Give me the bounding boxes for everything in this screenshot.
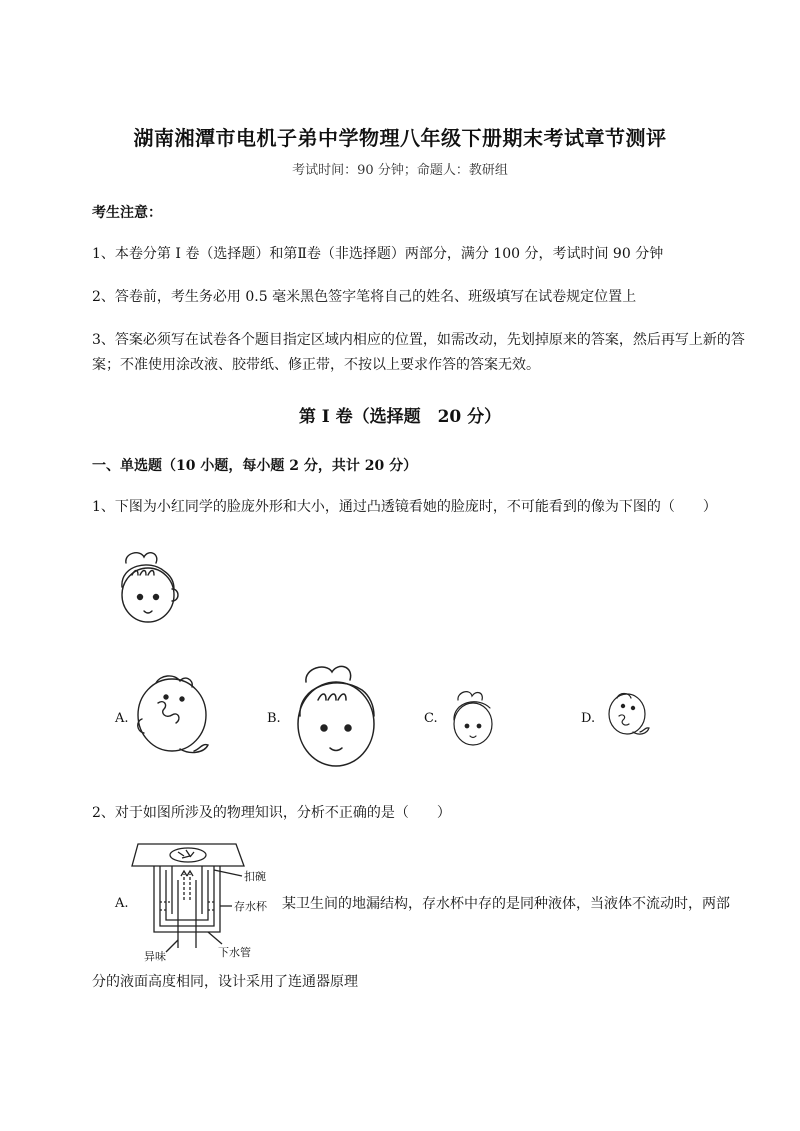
notice-item-3: 3、答案必须写在试卷各个题目指定区域内相应的位置，如需改动，先划掉原来的答案，然后再写上新的答案；不准使用涂改液、胶带纸、修正带，不按以上要求作答的答案无效。 bbox=[92, 332, 745, 373]
q2-option-a-text-line1: 某卫生间的地漏结构，存水杯中存的是同种液体，当液体不流动时，两部 bbox=[282, 896, 730, 912]
part-heading: 一、单选题（10 小题，每小题 2 分，共计 20 分） bbox=[92, 458, 418, 474]
q2-option-a-label[interactable]: A. bbox=[115, 896, 129, 911]
diagram-label-cup: 存水杯 bbox=[234, 900, 267, 913]
q1-option-b-image[interactable] bbox=[292, 660, 382, 775]
question-2-text: 2、对于如图所涉及的物理知识，分析不正确的是（ ） bbox=[92, 805, 451, 821]
q1-option-c-label[interactable]: C. bbox=[424, 711, 438, 726]
diagram-label-pipe: 下水管 bbox=[218, 946, 251, 959]
question-1-text: 1、下图为小红同学的脸庞外形和大小，通过凸透镜看她的脸庞时，不可能看到的像为下图的（ ） bbox=[92, 499, 717, 515]
girl-face-original-image bbox=[110, 545, 190, 635]
notice-item-2: 2、答卷前，考生务必用 0.5 毫米黑色签字笔将自己的姓名、班级填写在试卷规定位置上 bbox=[92, 289, 637, 305]
diagram-label-smell: 异味 bbox=[144, 950, 166, 963]
notice-item-1: 1、本卷分第 I 卷（选择题）和第Ⅱ卷（非选择题）两部分，满分 100 分，考试时间 90 分钟 bbox=[92, 246, 664, 262]
exam-info: 考试时间：90 分钟；命题人：教研组 bbox=[292, 163, 508, 178]
q1-option-c-image[interactable] bbox=[448, 688, 500, 750]
notice-heading: 考生注意： bbox=[92, 205, 162, 221]
q1-option-d-image[interactable] bbox=[603, 686, 653, 748]
page-title: 湖南湘潭市电机子弟中学物理八年级下册期末考试章节测评 bbox=[133, 126, 667, 150]
q1-option-d-label[interactable]: D. bbox=[581, 711, 596, 726]
q2-option-a-text-line2: 分的液面高度相同，设计采用了连通器原理 bbox=[92, 974, 358, 990]
floor-drain-diagram bbox=[132, 840, 282, 962]
section-title: 第 I 卷（选择题 20 分） bbox=[298, 407, 502, 427]
q1-option-a-image[interactable] bbox=[128, 663, 218, 768]
q1-option-b-label[interactable]: B. bbox=[267, 711, 281, 726]
diagram-label-cover: 扣碗 bbox=[244, 870, 266, 883]
q1-option-a-label[interactable]: A. bbox=[115, 711, 129, 726]
